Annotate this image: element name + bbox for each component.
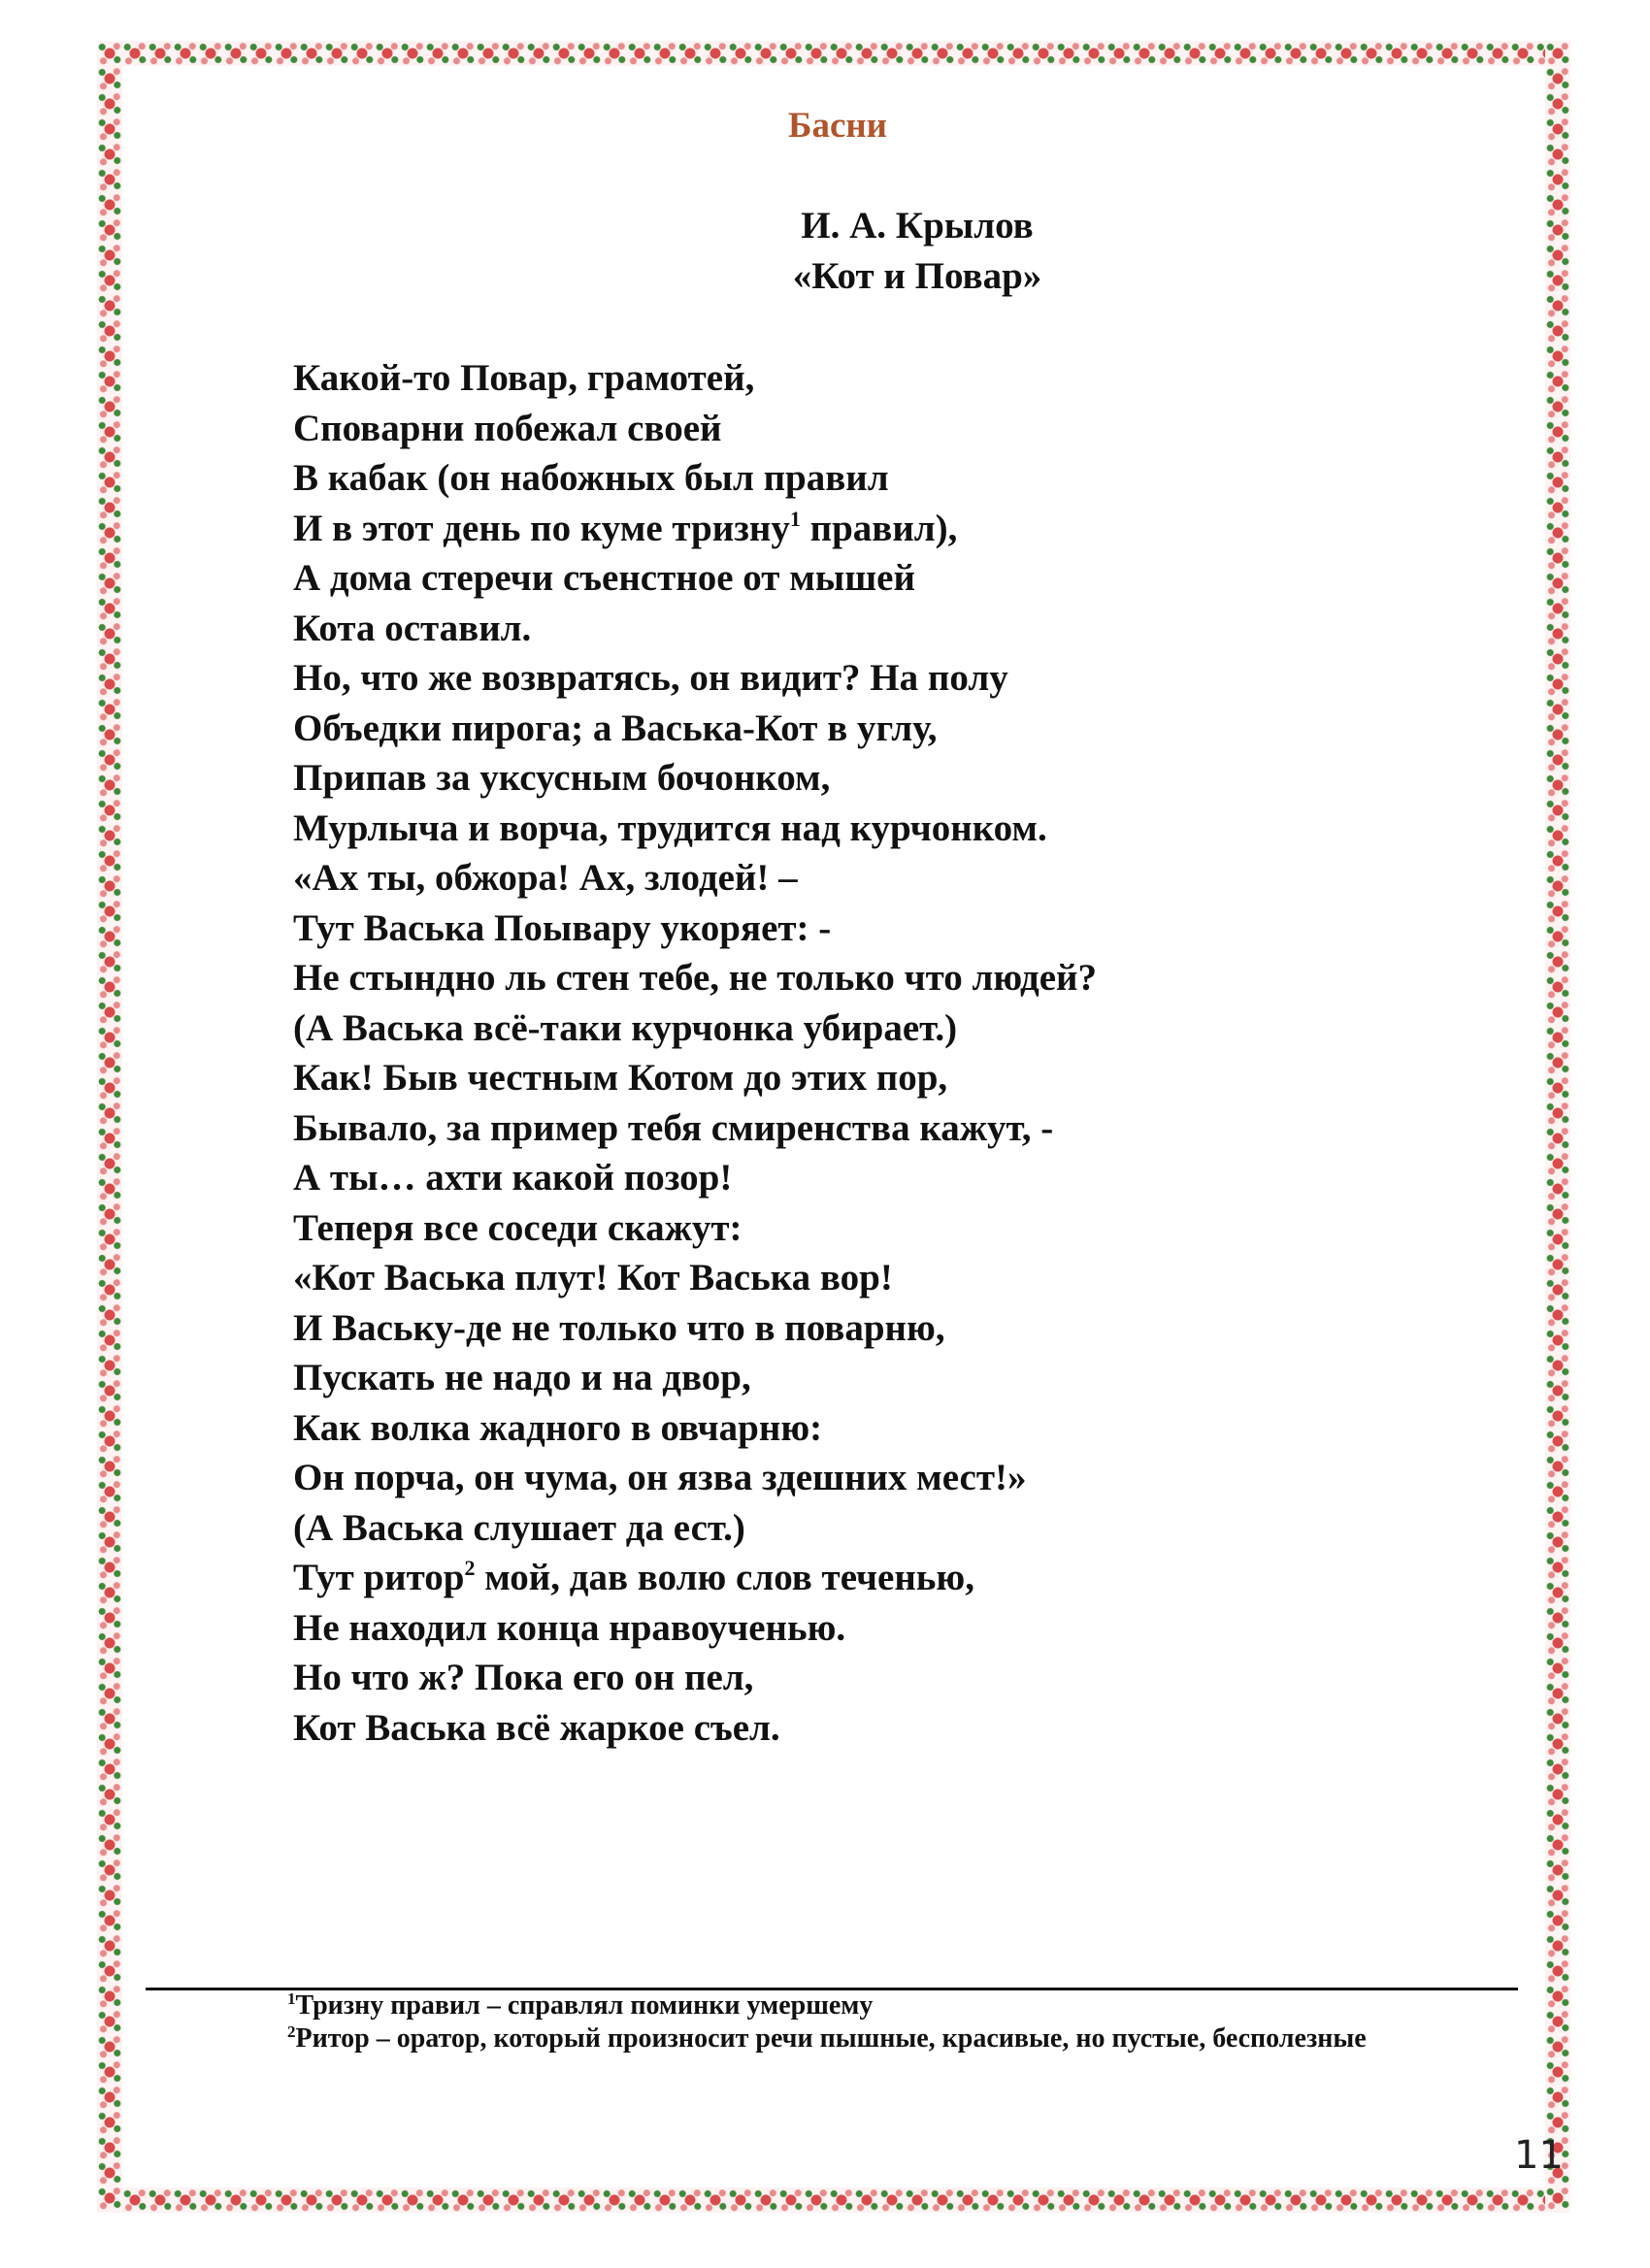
poem-line: Не стындно ль стен тебе, не только что людей? xyxy=(293,957,1097,999)
poem-line-with-footnote xyxy=(293,1553,1380,1603)
poem-line: Как! Быв честным Котом до этих пор, xyxy=(293,1057,948,1099)
poem-line: Но что ж? Пока его он пел, xyxy=(293,1657,754,1698)
footnote-2 xyxy=(146,2022,1516,2055)
footnote-number: 1 xyxy=(287,1989,296,2008)
poem-line: А ты… ахти какой позор! xyxy=(293,1157,733,1199)
poem-line: В кабак (он набожных был правил xyxy=(293,457,889,499)
poem-line-tail: мой, дав волю слов теченью, xyxy=(475,1557,974,1598)
poem-line: «Кот Васька плут! Кот Васька вор! xyxy=(293,1257,893,1298)
poem-line: «Ах ты, обжора! Ах, злодей! – xyxy=(293,857,798,899)
decorative-border-top xyxy=(97,41,1570,66)
poem-line: Тут Васька Поывару укоряет: - xyxy=(293,906,832,949)
poem-line-with-footnote xyxy=(293,504,1380,554)
poem-line: (А Васька слушает да ест.) xyxy=(293,1506,745,1549)
poem-line: (А Васька всё-таки курчонка убирает.) xyxy=(293,1006,958,1049)
page-number: 11 xyxy=(1514,2133,1564,2178)
decorative-border-left xyxy=(97,41,122,2213)
poem-line: Кота оставил. xyxy=(293,607,532,649)
poem-line: Теперя все соседи скажут: xyxy=(293,1206,742,1249)
poem-line: Он порча, он чума, он язва здешних мест!» xyxy=(293,1457,1027,1498)
poem-line-text: Тут ритор xyxy=(293,1557,465,1598)
fable-title: «Кот и Повар» xyxy=(792,255,1042,297)
poem-line: Припав за уксусным бочонком, xyxy=(293,757,831,799)
section-title: Басни xyxy=(787,106,888,146)
decorative-border-right xyxy=(1545,41,1570,2213)
poem-line: А дома стеречи съенстное от мышей xyxy=(293,557,915,599)
footnote-1 xyxy=(146,1989,1516,2022)
poem-line: Какой-то Повар, грамотей, xyxy=(293,357,755,399)
poem-line: Бывало, за пример тебя смиренства кажут, - xyxy=(293,1106,1054,1149)
poem-line: Пускать не надо и на двор, xyxy=(293,1357,751,1398)
poem-line: Не находил конца нравоученью. xyxy=(293,1606,846,1649)
footnote-number: 2 xyxy=(287,2022,296,2041)
decorative-border-bottom xyxy=(97,2187,1570,2213)
footnote-reference: 1 xyxy=(789,506,801,531)
poem-line: Споварни побежал своей xyxy=(293,407,722,449)
poem-line: Кот Васька всё жаркое съел. xyxy=(293,1706,780,1749)
poem-line: Мурлыча и ворча, трудится над курчонком. xyxy=(293,806,1047,849)
footnote-text: Тризну правил – справлял поминки умершему xyxy=(295,1990,874,2021)
poem-line: Объедки пирога; а Васька-Кот в углу, xyxy=(293,707,938,749)
poem-line-tail: правил), xyxy=(800,507,958,549)
footnote-reference: 2 xyxy=(464,1556,476,1580)
footnotes xyxy=(146,1989,1516,2055)
poem-line: Но, что же возвратясь, он видит? На полу xyxy=(293,657,1008,699)
poem-line-text: И в этот день по куме тризну xyxy=(293,507,790,549)
poem-text xyxy=(293,353,1380,1753)
footnote-text: Ритор – оратор, который произносит речи пышные, красивые, но пустые, бесполезные xyxy=(295,2023,1367,2054)
poem-line: Как волка жадного в овчарню: xyxy=(293,1406,823,1449)
poem-line: И Ваську-де не только что в поварню, xyxy=(293,1306,945,1349)
author-name: И. А. Крылов xyxy=(801,205,1034,247)
